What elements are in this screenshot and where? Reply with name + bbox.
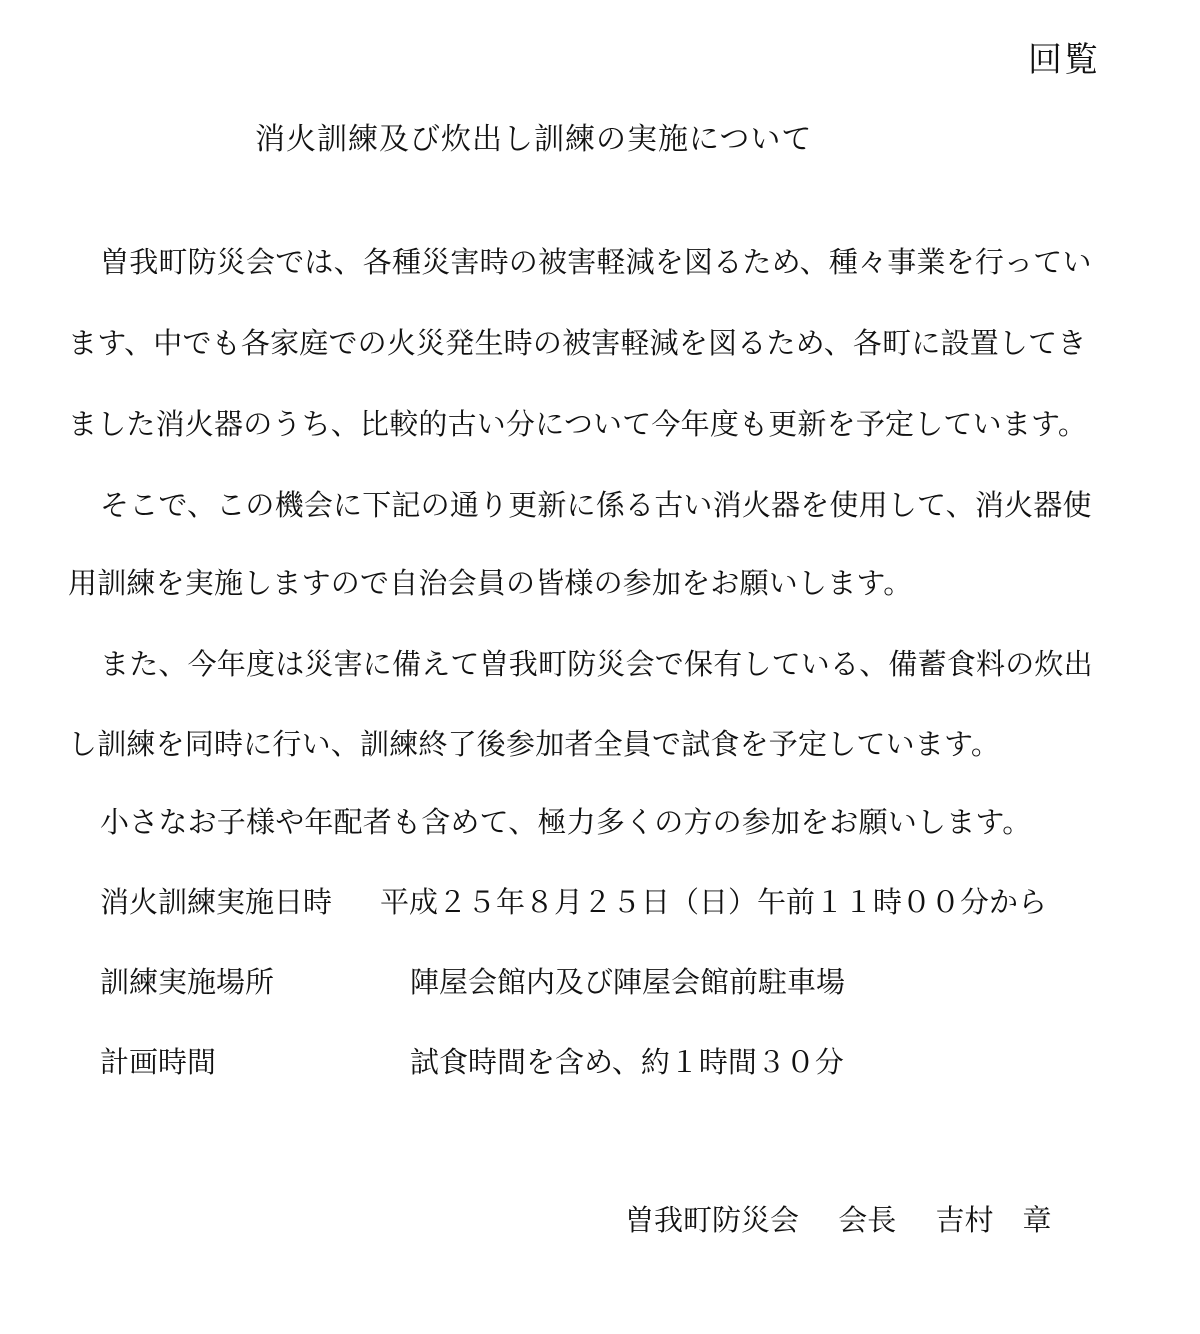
circulation-mark: 回覧 [1028, 40, 1100, 80]
datetime-label: 消火訓練実施日時 [100, 885, 333, 919]
body-line: 曽我町防災会では、各種災害時の被害軽減を図るため、種々事業を行ってい [100, 245, 1092, 279]
body-line: また、今年度は災害に備えて曽我町防災会で保有している、備蓄食料の炊出 [100, 647, 1093, 681]
body-line: 用訓練を実施しますので自治会員の皆様の参加をお願いします。 [68, 566, 913, 600]
signature-position: 会長 [838, 1203, 897, 1237]
body-line: ました消火器のうち、比較的古い分について今年度も更新を予定しています。 [68, 407, 1088, 441]
location-value: 陣屋会館内及び陣屋会館前駐車場 [410, 965, 846, 999]
signature-organization: 曽我町防災会 [625, 1203, 800, 1237]
body-line: そこで、この機会に下記の通り更新に係る古い消火器を使用して、消火器使 [100, 488, 1092, 522]
document-title: 消火訓練及び炊出し訓練の実施について [255, 122, 813, 157]
datetime-value: 平成２５年８月２５日（日）午前１１時００分から [380, 885, 1048, 919]
location-label: 訓練実施場所 [100, 965, 275, 999]
body-line: ます、中でも各家庭での火災発生時の被害軽減を図るため、各町に設置してき [68, 326, 1087, 360]
body-line: 小さなお子様や年配者も含めて、極力多くの方の参加をお願いします。 [100, 805, 1032, 839]
duration-label: 計画時間 [100, 1045, 217, 1079]
body-line: し訓練を同時に行い、訓練終了後参加者全員で試食を予定しています。 [68, 727, 1001, 761]
signature-block [625, 1200, 1051, 1240]
duration-value: 試食時間を含め、約１時間３０分 [410, 1045, 844, 1079]
signature-name: 吉村 章 [935, 1203, 1052, 1237]
